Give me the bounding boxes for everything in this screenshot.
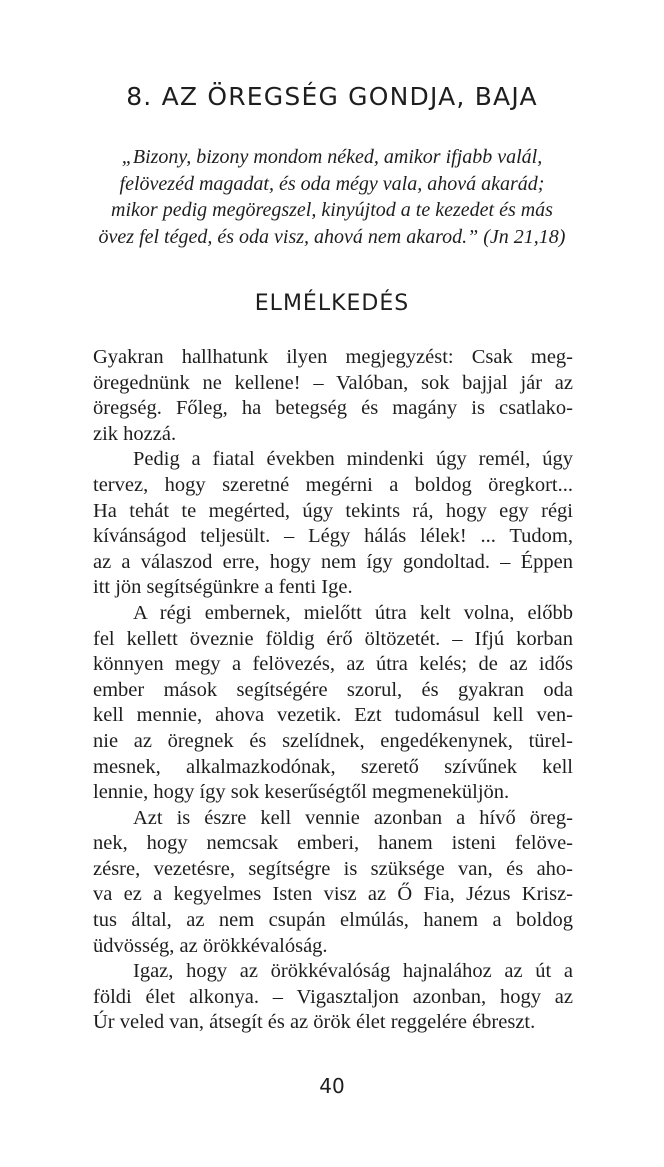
quote-line: „Bizony, bizony mondom néked, amikor ifjabb valál,	[121, 146, 543, 168]
text-line: üdvösség, az örökkévalóság.	[93, 934, 328, 957]
text-line: zésre, vezetésre, segítségre is szüksége van, és aho-	[93, 857, 573, 880]
text-line: földi élet alkonya. – Vigasztaljon azonban, hogy az	[93, 985, 573, 1008]
text-line: Igaz, hogy az örökkévalóság hajnalához az út a	[133, 960, 573, 983]
text-line: Azt is észre kell vennie azonban a hívő öreg-	[133, 806, 573, 829]
text-line: va ez a kegyelmes Isten visz az Ő Fia, Jézus Krisz-	[93, 883, 573, 906]
text-line: nek, hogy nemcsak emberi, hanem isteni felöve-	[93, 832, 573, 855]
text-line: ember mások segítségére szorul, és gyakran oda	[93, 678, 573, 701]
text-line: fel kellett öveznie földig érő öltözetét. – Ifjú korban	[93, 627, 573, 650]
text-line: az a válaszod erre, hogy nem így gondoltad. – Éppen	[93, 550, 573, 573]
text-line: A régi embernek, mielőtt útra kelt volna, előbb	[133, 601, 573, 624]
section-heading: ELMÉLKEDÉS	[254, 291, 410, 316]
text-line: itt jön segítségünkre a fenti Ige.	[93, 576, 353, 599]
bible-quote	[60, 144, 604, 250]
text-line: Gyakran hallhatunk ilyen megjegyzést: Csak meg-	[93, 346, 573, 368]
text-line: tervez, hogy szeretné megérni a boldog öregkort...	[93, 473, 573, 496]
chapter-title: 8. AZ ÖREGSÉG GONDJA, BAJA	[126, 82, 538, 111]
text-line: öregednünk ne kellene! – Valóban, sok bajjal jár az	[93, 371, 573, 394]
text-line: mesnek, alkalmazkodónak, szerető szívűnek kell	[93, 755, 573, 778]
text-line: kívánságod teljesült. – Légy hálás lélek! ... Tudom,	[93, 525, 573, 548]
text-line: könnyen megy a felövezés, az útra kelés; de az idős	[93, 653, 573, 676]
text-line: Pedig a fiatal években mindenki úgy remél, úgy	[133, 448, 573, 471]
quote-line: felövezéd magadat, és oda mégy vala, ahová akarád;	[119, 172, 545, 195]
text-line: Úr veled van, átsegít és az örök élet reggelére ébreszt.	[93, 1011, 536, 1034]
quote-line: mikor pedig megöregszel, kinyújtod a te kezedet és más	[111, 199, 553, 221]
text-line: lennie, hogy így sok keserűségtől megmeneküljön.	[93, 781, 510, 804]
text-line: öregség. Főleg, ha betegség és magány is csatlako-	[93, 397, 573, 420]
text-line: kell mennie, ahova vezetik. Ezt tudomásul kell ven-	[93, 704, 573, 727]
text-line: zik hozzá.	[93, 422, 177, 445]
text-line: tus által, az nem csupán elmúlás, hanem a boldog	[93, 909, 573, 932]
meditation-text	[93, 345, 573, 1036]
text-line: Ha tehát te megérted, úgy tekints rá, hogy egy régi	[93, 499, 573, 522]
page-number: 40	[319, 1074, 345, 1098]
text-line: nie az öregnek és szelídnek, engedékenynek, türel-	[93, 729, 573, 752]
quote-line: övez fel téged, és oda visz, ahová nem akarod.” (Jn 21,18)	[98, 225, 566, 248]
